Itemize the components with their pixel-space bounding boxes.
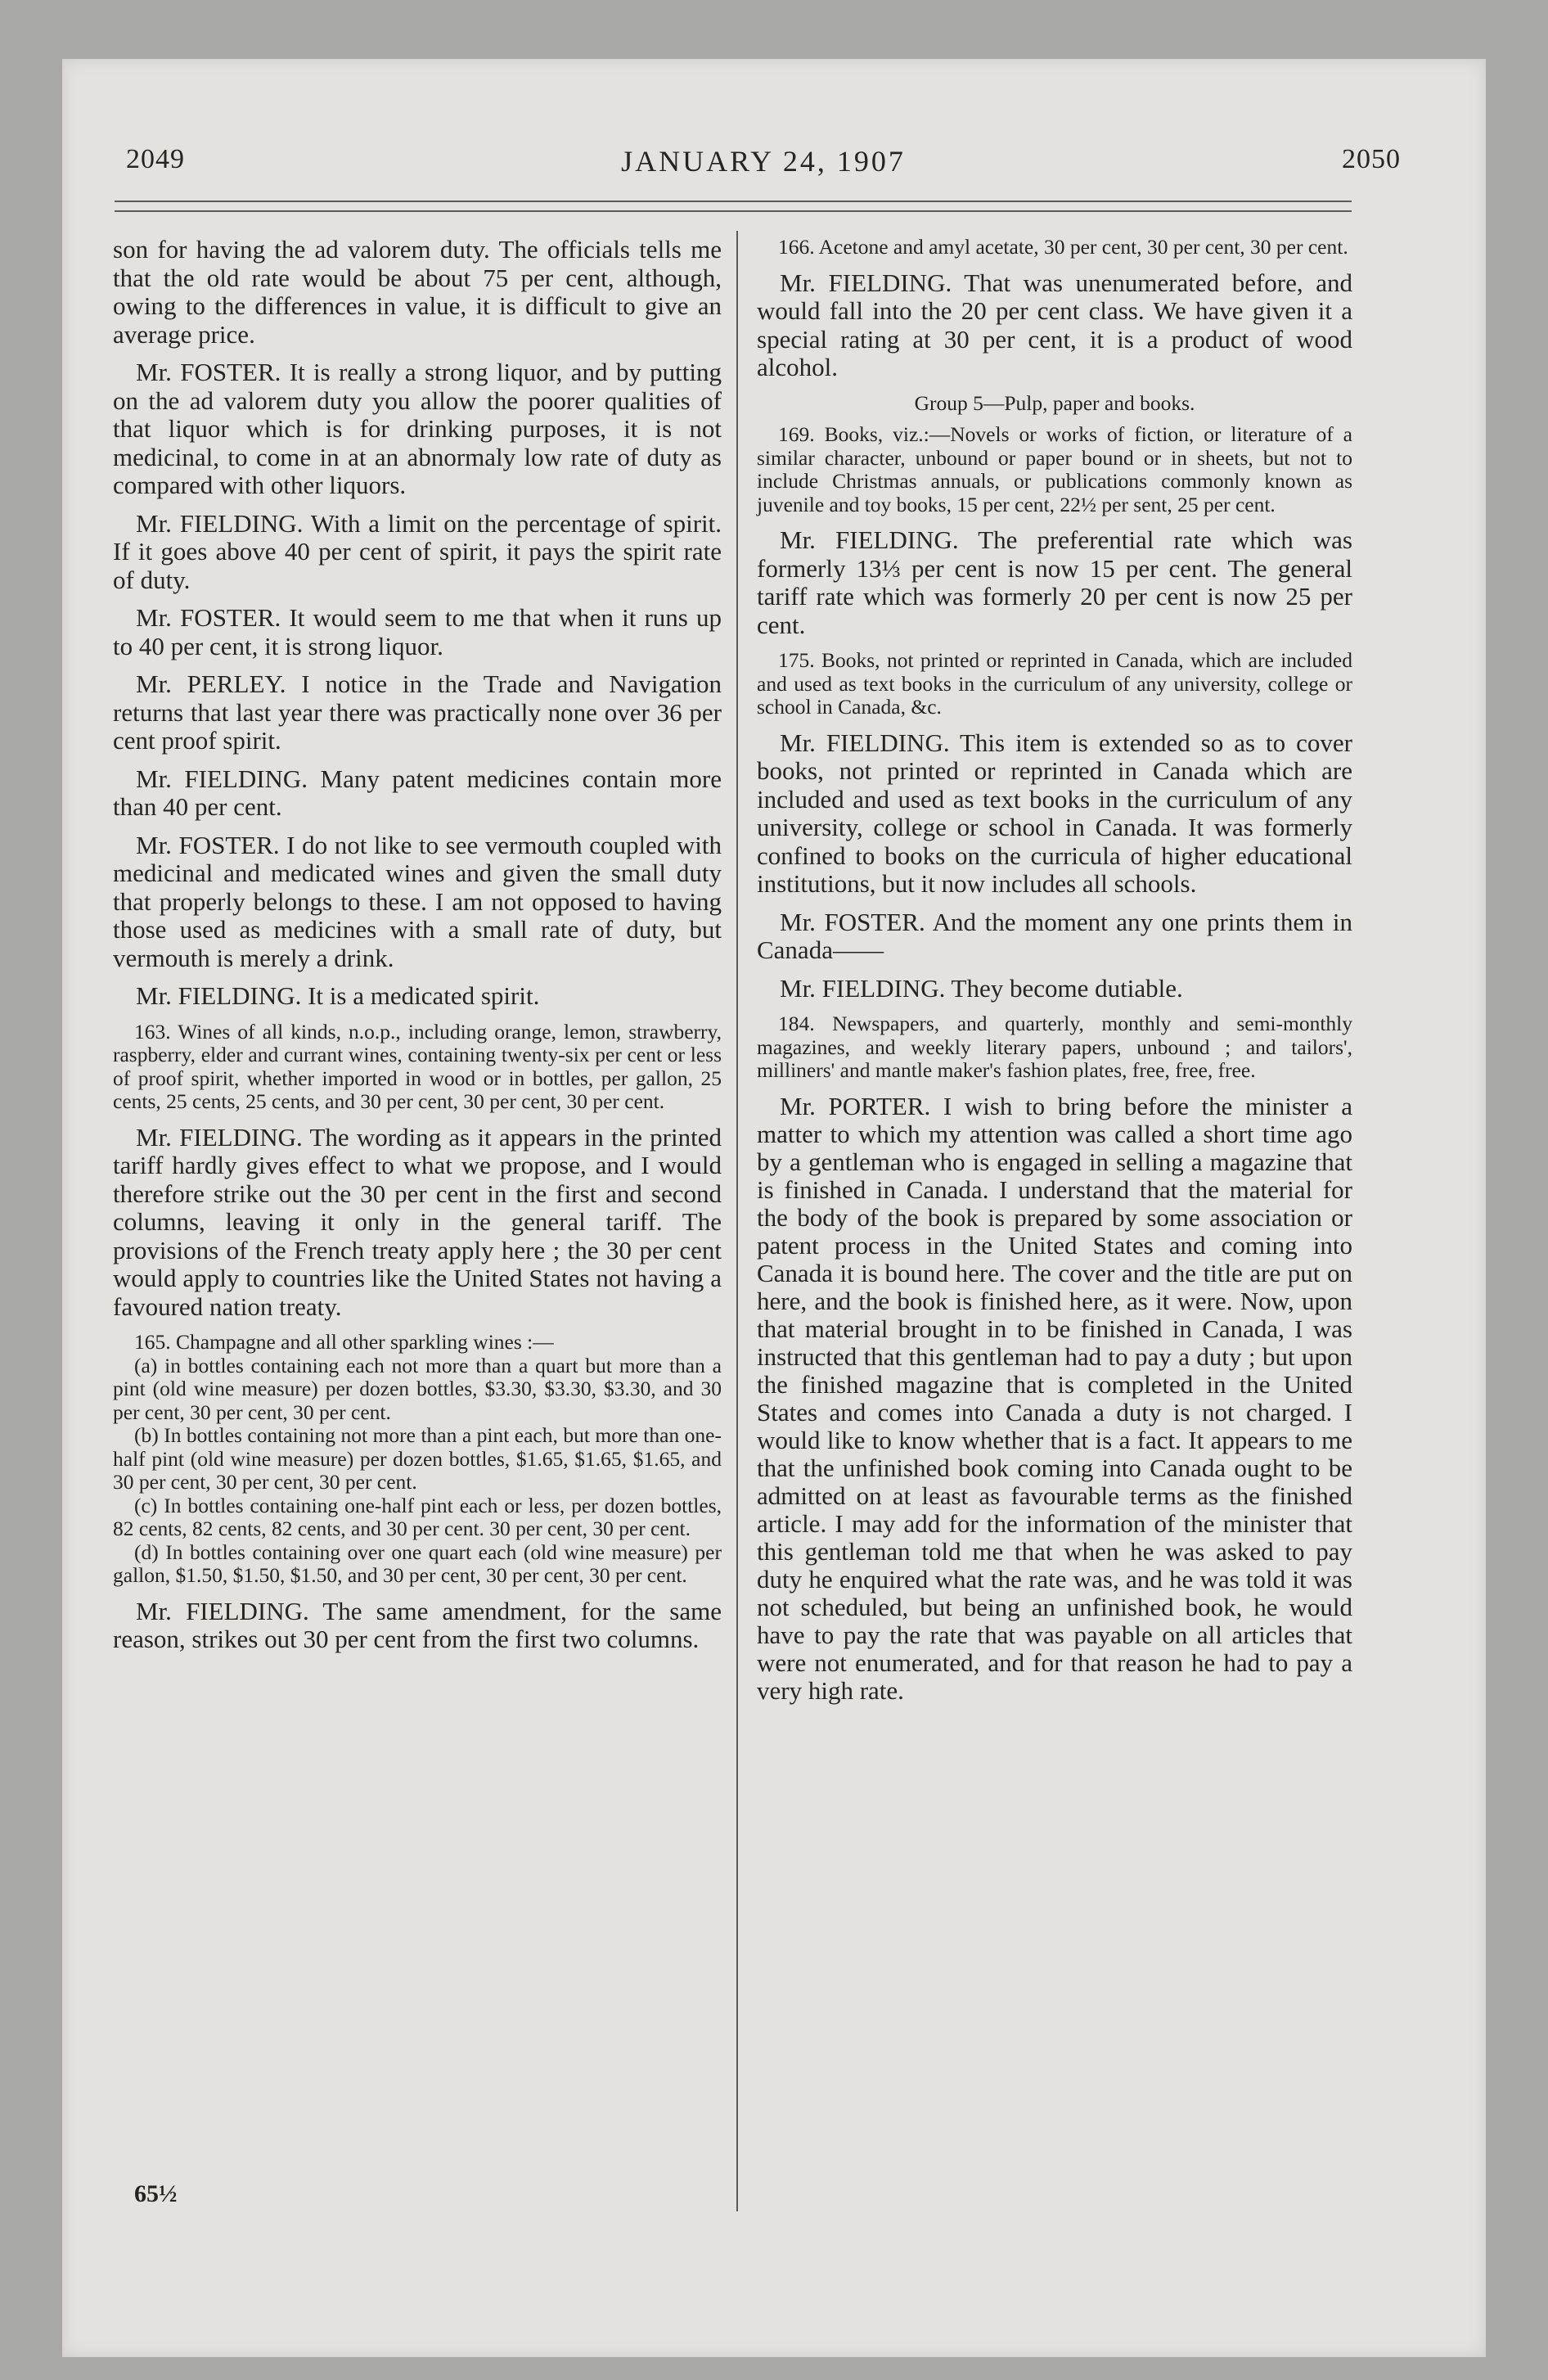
tariff-item: 169. Books, viz.:—Novels or works of fiction, or literature of a similar character, unbound or paper bound or in sheets, but not to include Christmas annuals, or publications commonly known as juvenile and toy books, 15 per cent, 22½ per sent, 25 per cent. [757,422,1352,516]
header-rule-top [115,201,1352,202]
speech-paragraph: Mr. FIELDING. Many patent medicines contain more than 40 per cent. [113,764,722,821]
left-column [113,236,722,1664]
speech-paragraph: Mr. PORTER. I wish to bring before the minister a matter to which my attention was called a short time ago by a gentleman who is engaged in selling a magazine that is finished in Canada. I understand that the material for the body of the book is prepared by some association or patent process in the United States and coming into Canada it is bound here. The cover and the title are put on here, and the book is finished here, as it were. Now, upon that material brought in to be finished in Canada, I was instructed that this gentleman had to pay a duty ; but upon the finished magazine that is completed in the United States and comes into Canada a duty is not charged. I would like to know whether that is a fact. It appears to me that the unfinished book coming into Canada ought to be admitted on at least as favourable terms as the finished article. I may add for the information of the minister that this gentleman told me that when he was asked to pay duty he enquired what the rate was, and he was told it was not scheduled, but being an unfinished book, he would have to pay the rate that was payable on all articles that were not enumerated, and for that reason he had to pay a very high rate. [757,1091,1352,1705]
page-number-left: 2049 [126,144,185,174]
right-column [757,236,1352,1711]
tariff-subitem: (d) In bottles containing over one quart each (old wine measure) per gallon, $1.50, $1.50, $1.50, and 30 per cent, 30 per cent, 30 per cent. [113,1539,722,1587]
column-divider [736,231,738,2211]
speech-paragraph: Mr. FIELDING. This item is extended so as to cover books, not printed or reprinted in Canada which are included and used as text books in the curriculum of any university, college or school in Canada. It was formerly confined to books on the curricula of higher educational institutions, but it now includes all schools. [757,728,1352,898]
tariff-subitem: (b) In bottles containing not more than a pint each, but more than one-half pint (old wine measure) per dozen bottles, $1.65, $1.65, $1.65, and 30 per cent, 30 per cent, 30 per cent. [113,1423,722,1494]
speech-paragraph: son for having the ad valorem duty. The officials tells me that the old rate would be about 75 per cent, although, owing to the differences in value, it is difficult to give an average price. [113,235,722,349]
speech-paragraph: Mr. PERLEY. I notice in the Trade and Navigation returns that last year there was practically none over 36 per cent proof spirit. [113,669,722,755]
speech-paragraph: Mr. FOSTER. And the moment any one prints them in Canada—— [757,907,1352,964]
speech-paragraph: Mr. FIELDING. The same amendment, for the same reason, strikes out 30 per cent from the first two columns. [113,1596,722,1653]
group-heading: Group 5—Pulp, paper and books. [914,390,1195,415]
speech-paragraph: Mr. FIELDING. That was unenumerated before, and would fall into the 20 per cent class. We have given it a special rating at 30 per cent, it is a product of wood alcohol. [757,268,1352,381]
tariff-item: 166. Acetone and amyl acetate, 30 per cent, 30 per cent, 30 per cent. [778,235,1348,259]
page-header [126,144,1401,193]
speech-paragraph: Mr. FOSTER. I do not like to see vermouth coupled with medicinal and medicated wines and given the small duty that properly belongs to these. I am not opposed to having those used as medicines with a small rate of duty, but vermouth is merely a drink. [113,830,722,972]
page-date: JANUARY 24, 1907 [621,145,906,178]
tariff-item: 165. Champagne and all other sparkling wines :— [134,1330,554,1354]
tariff-item: 175. Books, not printed or reprinted in Canada, which are included and used as text books in the curriculum of any university, college or school in Canada, &c. [757,648,1352,719]
tariff-subitem: (c) In bottles containing one-half pint each or less, per dozen bottles, 82 cents, 82 cents, 82 cents, and 30 per cent. 30 per cent, 30 per cent. [113,1493,722,1540]
signature-mark: 65½ [134,2180,178,2207]
tariff-item: 163. Wines of all kinds, n.o.p., including orange, lemon, strawberry, raspberry, elder and currant wines, containing twenty-six per cent or less of proof spirit, whether imported in wood or in bottles, per gallon, 25 cents, 25 cents, 25 cents, and 30 per cent, 30 per cent, 30 per cent. [113,1019,722,1113]
speech-paragraph: Mr. FOSTER. It would seem to me that when it runs up to 40 per cent, it is strong liquor. [113,603,722,660]
speech-paragraph: Mr. FIELDING. The wording as it appears in the printed tariff hardly gives effect to what we propose, and I would therefore strike out the 30 per cent in the first and second columns, leaving it only in the general tariff. The provisions of the French treaty apply here ; the 30 per cent would apply to countries like the United States not having a favoured nation treaty. [113,1122,722,1321]
header-rule-bottom [115,210,1352,212]
page-number-right: 2050 [1342,144,1401,174]
speech-paragraph: Mr. FOSTER. It is really a strong liquor, and by putting on the ad valorem duty you allow the poorer qualities of that liquor which is for drinking purposes, it is not medicinal, to come in at an abnormaly low rate of duty as compared with other liquors. [113,358,722,499]
speech-paragraph: Mr. FIELDING. They become dutiable. [780,973,1183,1003]
speech-paragraph: Mr. FIELDING. It is a medicated spirit. [136,981,540,1010]
speech-paragraph: Mr. FIELDING. With a limit on the percentage of spirit. If it goes above 40 per cent of spirit, it pays the spirit rate of duty. [113,508,722,594]
tariff-item: 184. Newspapers, and quarterly, monthly and semi-monthly magazines, and weekly literary papers, unbound ; and tailors', milliners' and mantle maker's fashion plates, free, free, free. [757,1012,1352,1082]
speech-paragraph: Mr. FIELDING. The preferential rate which was formerly 13⅓ per cent is now 15 per cent. The general tariff rate which was formerly 20 per cent is now 25 per cent. [757,525,1352,639]
tariff-subitem: (a) in bottles containing each not more than a quart but more than a pint (old wine measure) per dozen bottles, $3.30, $3.30, $3.30, and 30 per cent, 30 per cent, 30 per cent. [113,1353,722,1424]
